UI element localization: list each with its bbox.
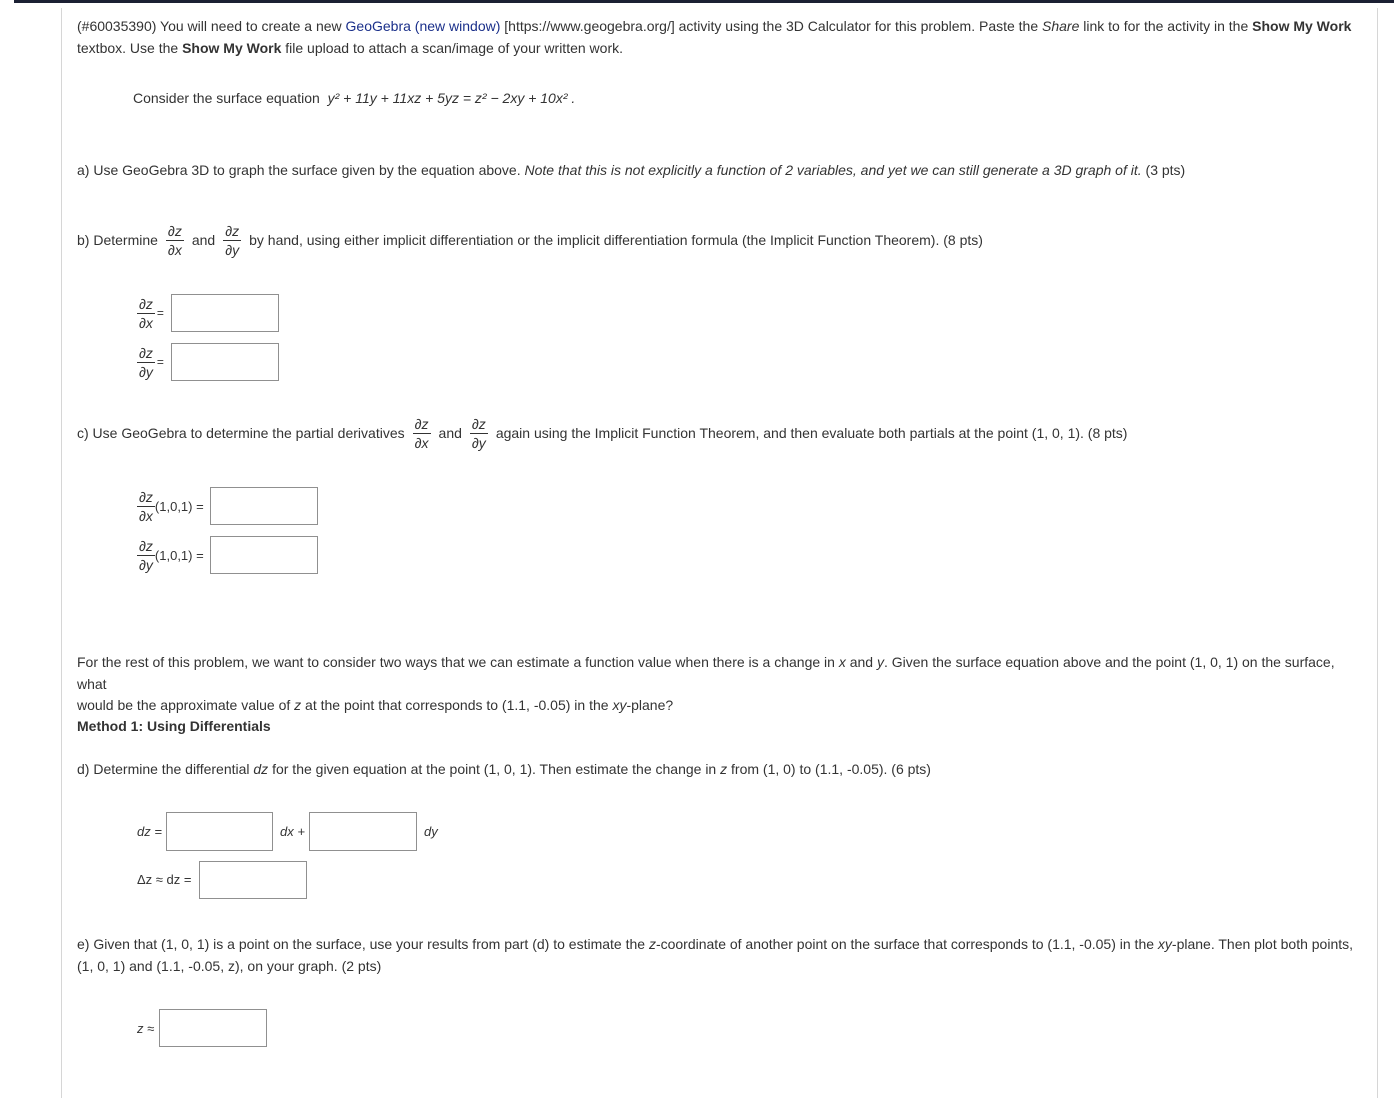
question-id: (#60035390)	[77, 18, 157, 34]
fraction-dz-dy: $\frac{\partial z}{\partial y}$	[471, 416, 486, 451]
c-dzdx-input[interactable]	[210, 487, 318, 525]
part-b: b) Determine $\frac{\partial z}{\partial x}$ and $\frac{\partial z}{\partial y}$ by hand, using either implicit differentiation or the implicit differentiation formula (the Implicit Function Theorem). (8 pts)	[77, 223, 983, 258]
d-dx-coefficient-input[interactable]	[166, 812, 273, 851]
fraction-dz-dx: $\frac{\partial z}{\partial x}$	[167, 223, 182, 258]
b-dzdx-input[interactable]	[171, 294, 279, 332]
fraction-dz-dy: $\frac{\partial z}{\partial y}$	[225, 223, 240, 258]
fraction-dz-dx: $\frac{\partial z}{\partial x}$	[139, 489, 153, 524]
dy-label: dy	[424, 824, 438, 839]
fraction-dz-dy: $\frac{\partial z}{\partial y}$	[139, 538, 153, 573]
b-dzdx-row: $\frac{\partial z}{\partial x}$ =	[139, 296, 164, 331]
e-z-input[interactable]	[159, 1009, 267, 1047]
dz-equals-label: dz =	[137, 824, 162, 839]
fraction-dz-dy: $\frac{\partial z}{\partial y}$	[139, 345, 153, 380]
surface-equation: Consider the surface equation y² + 11y + 11xz + 5yz = z² − 2xy + 10x² .	[133, 90, 576, 106]
part-a: a) Use GeoGebra 3D to graph the surface given by the equation above. Note that this is not explicitly a function of 2 variables, and yet we can still generate a 3D graph of it. (3 pts)	[77, 162, 1186, 178]
part-e: e) Given that (1, 0, 1) is a point on the surface, use your results from part (d) to estimate the z-coordinate of another point on the surface that corresponds to (1.1, -0.05) in the xy-plane. Then plot both points, (1, 0, 1) and (1.1, -0.05, z), on your graph. (2 pts)	[77, 936, 1354, 974]
part-c: c) Use GeoGebra to determine the partial derivatives $\frac{\partial z}{\partial x}$ and $\frac{\partial z}{\partial y}$ again using the Implicit Function Theorem, and then evaluate both partials at the point (1, 0, 1). (8 pts)	[77, 416, 1128, 451]
top-border	[0, 0, 1394, 6]
b-dzdy-row: $\frac{\partial z}{\partial y}$ =	[139, 345, 164, 380]
equation-formula: y² + 11y + 11xz + 5yz = z² − 2xy + 10x² .	[327, 90, 576, 106]
delta-z-label: Δz ≈ dz =	[137, 872, 192, 887]
b-dzdy-input[interactable]	[171, 343, 279, 381]
z-approx-label: z ≈	[137, 1021, 155, 1036]
method1-heading: Method 1: Using Differentials	[77, 718, 271, 734]
d-dy-coefficient-input[interactable]	[309, 812, 417, 851]
c-dzdy-input[interactable]	[210, 536, 318, 574]
c-dzdx-row: $\frac{\partial z}{\partial x}$ (1,0,1) =	[139, 489, 204, 524]
part-d: d) Determine the differential dz for the given equation at the point (1, 0, 1). Then estimate the change in z from (1, 0) to (1.1, -0.05). (6 pts)	[77, 761, 931, 777]
intro-paragraph: (#60035390) You will need to create a new GeoGebra (new window) [https://www.geogebra.org/] activity using the 3D Calculator for this problem. Paste the Share link to for the activity in the Show My Work textbox. Use the Show My Work file upload to attach a scan/image of your written work.	[77, 18, 1352, 56]
geogebra-link[interactable]: GeoGebra (new window)	[345, 18, 501, 34]
c-dzdy-row: $\frac{\partial z}{\partial y}$ (1,0,1) =	[139, 538, 204, 573]
d-delta-z-input[interactable]	[199, 861, 307, 899]
dx-plus-label: dx +	[280, 824, 305, 839]
fraction-dz-dx: $\frac{\partial z}{\partial x}$	[139, 296, 153, 331]
rest-intro-paragraph: For the rest of this problem, we want to consider two ways that we can estimate a function value when there is a change in x and y. Given the surface equation above and the point (1, 0, 1) on the surface, what would be the approximate value of z at the point that corresponds to (1.1, -0.05) in the xy-plane?	[77, 654, 1335, 713]
fraction-dz-dx: $\frac{\partial z}{\partial x}$	[414, 416, 429, 451]
